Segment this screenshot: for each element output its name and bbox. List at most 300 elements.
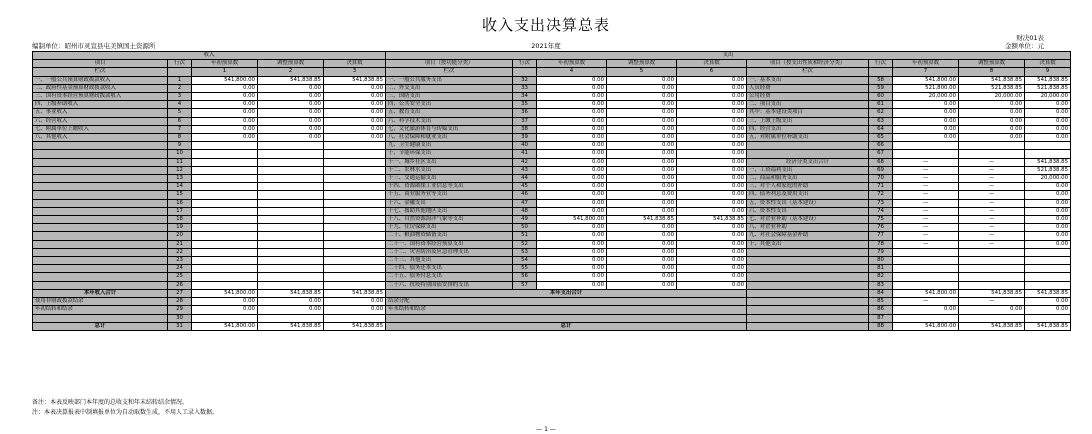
row-no: 83 [869, 281, 893, 289]
value-cell: — [893, 199, 959, 207]
page-number: — 1 — [536, 426, 556, 433]
value-cell: 0.00 [677, 183, 747, 191]
value-cell: 521,838.85 [1025, 166, 1071, 174]
value-cell: 0.00 [607, 125, 677, 133]
column-number-row [33, 68, 1071, 76]
row-item-economic [747, 257, 869, 265]
value-cell: 541,800.00 [893, 322, 959, 330]
value-cell: 541,838.85 [324, 76, 386, 84]
row-item-economic [747, 265, 869, 273]
section-income: 收入 [33, 52, 386, 60]
value-cell: 0.00 [537, 191, 607, 199]
header-row-no: 行次 [513, 60, 537, 68]
value-cell: 0.00 [324, 306, 386, 314]
value-cell [959, 265, 1025, 273]
value-cell: 0.00 [677, 142, 747, 150]
header-item: 项目 [33, 60, 168, 68]
row-no: 51 [513, 232, 537, 240]
settle-fund-label: 结余分配 [386, 298, 747, 306]
row-no: 74 [869, 207, 893, 215]
value-cell: — [959, 166, 1025, 174]
row-no: 33 [513, 84, 537, 92]
value-cell: 0.00 [537, 183, 607, 191]
value-cell: 0.00 [258, 306, 324, 314]
value-cell: 0.00 [324, 84, 386, 92]
value-cell [324, 191, 386, 199]
row-no: 69 [869, 166, 893, 174]
row-item-economic [747, 273, 869, 281]
table-row [33, 175, 1071, 183]
value-cell: — [893, 298, 959, 306]
blank-cell [747, 289, 869, 297]
row-no: 71 [869, 183, 893, 191]
value-cell: — [893, 240, 959, 248]
value-cell: 0.00 [677, 93, 747, 101]
row-item-function: 八、社会保障和就业支出 [386, 134, 513, 142]
value-cell: — [893, 232, 959, 240]
row-no: 26 [168, 281, 192, 289]
value-cell: 0.00 [677, 207, 747, 215]
row-no: 15 [168, 191, 192, 199]
row-item-economic: 公用经费 [747, 93, 869, 101]
value-cell [1025, 142, 1071, 150]
value-cell: 541,838.85 [324, 322, 386, 330]
value-cell: 0.00 [537, 84, 607, 92]
blank-cell [258, 314, 324, 322]
blank-cell [747, 306, 869, 314]
use-fund-label: 使用非财政拨款结余 [33, 298, 168, 306]
col-blank [513, 68, 537, 76]
value-cell: 0.00 [677, 265, 747, 273]
value-cell: — [893, 216, 959, 224]
row-no: 44 [513, 175, 537, 183]
value-cell: 0.00 [537, 199, 607, 207]
value-cell: 0.00 [677, 273, 747, 281]
table-row [33, 248, 1071, 256]
table-row [33, 150, 1071, 158]
value-cell: 20,000.00 [959, 93, 1025, 101]
row-no: 27 [168, 289, 192, 297]
table-row [33, 101, 1071, 109]
row-item-economic: 二、商品和服务支出 [747, 175, 869, 183]
row-no: 46 [513, 191, 537, 199]
blank-row [33, 314, 1071, 322]
value-cell: 0.00 [258, 93, 324, 101]
value-cell: 0.00 [537, 257, 607, 265]
table-row [33, 158, 1071, 166]
header-adjusted: 调整预算数 [258, 60, 324, 68]
blank-cell [33, 314, 168, 322]
value-cell: 0.00 [537, 166, 607, 174]
value-cell [258, 183, 324, 191]
row-no: 35 [513, 101, 537, 109]
value-cell: 541,838.85 [1025, 322, 1071, 330]
row-no: 7 [168, 125, 192, 133]
col-num: 5 [607, 68, 677, 76]
row-no: 23 [168, 257, 192, 265]
value-cell [258, 281, 324, 289]
value-cell [192, 150, 258, 158]
row-no: 5 [168, 109, 192, 117]
row-no: 9 [168, 142, 192, 150]
value-cell [324, 199, 386, 207]
value-cell [258, 175, 324, 183]
value-cell: — [893, 158, 959, 166]
row-no: 64 [869, 125, 893, 133]
row-no: 62 [869, 109, 893, 117]
value-cell [258, 257, 324, 265]
row-item-income [33, 199, 168, 207]
value-cell [324, 150, 386, 158]
row-no: 17 [168, 207, 192, 215]
value-cell: 0.00 [537, 93, 607, 101]
value-cell: 521,838.85 [1025, 84, 1071, 92]
value-cell [324, 232, 386, 240]
value-cell: 0.00 [258, 109, 324, 117]
row-item-function: 四、公共安全支出 [386, 101, 513, 109]
value-cell [893, 142, 959, 150]
row-item-function: 十四、资源勘探工业信息等支出 [386, 183, 513, 191]
value-cell: 0.00 [959, 101, 1025, 109]
value-cell [258, 240, 324, 248]
value-cell: 0.00 [607, 248, 677, 256]
row-item-economic [747, 281, 869, 289]
row-item-economic: 五、对附属单位补助支出 [747, 134, 869, 142]
value-cell: 0.00 [959, 134, 1025, 142]
unit-label: 编制单位： [32, 42, 65, 50]
row-item-function: 二十四、债务还本支出 [386, 265, 513, 273]
header-budget: 年初预算数 [192, 60, 258, 68]
value-cell [1025, 248, 1071, 256]
value-cell [893, 281, 959, 289]
value-cell: 0.00 [192, 93, 258, 101]
col-label: 栏次 [747, 68, 869, 76]
col-label: 栏次 [33, 68, 168, 76]
value-cell: 0.00 [537, 265, 607, 273]
row-item-income [33, 232, 168, 240]
value-cell: 0.00 [677, 76, 747, 84]
table-row [33, 166, 1071, 174]
value-cell [324, 273, 386, 281]
value-cell: 541,838.85 [1025, 76, 1071, 84]
blank-cell [324, 314, 386, 322]
value-cell [324, 158, 386, 166]
value-cell: 0.00 [537, 101, 607, 109]
row-item-economic: 九、对社会保障基金补助 [747, 232, 869, 240]
value-cell: 541,800.00 [893, 289, 959, 297]
value-cell: 0.00 [677, 84, 747, 92]
value-cell: 0.00 [1025, 101, 1071, 109]
table-row [33, 281, 1071, 289]
section-expense: 支出 [386, 52, 1071, 60]
value-cell: 0.00 [537, 117, 607, 125]
value-cell: 0.00 [607, 191, 677, 199]
value-cell: 0.00 [1025, 117, 1071, 125]
value-cell: 0.00 [607, 134, 677, 142]
value-cell: 541,838.85 [258, 322, 324, 330]
value-cell [324, 240, 386, 248]
row-item-income [33, 191, 168, 199]
value-cell: 541,800.00 [893, 76, 959, 84]
col-num: 3 [324, 68, 386, 76]
table-row [33, 240, 1071, 248]
row-item-function: 六、科学技术支出 [386, 117, 513, 125]
column-header-row [33, 60, 1071, 68]
value-cell: 0.00 [192, 306, 258, 314]
row-item-function: 二十一、国有资本经营预算支出 [386, 240, 513, 248]
value-cell: 0.00 [607, 150, 677, 158]
value-cell: 0.00 [1025, 109, 1071, 117]
row-item-income [33, 216, 168, 224]
row-no: 54 [513, 257, 537, 265]
value-cell: 0.00 [258, 117, 324, 125]
value-cell: 0.00 [1025, 191, 1071, 199]
row-no: 49 [513, 216, 537, 224]
balance-row [33, 306, 1071, 314]
value-cell: 541,800.00 [192, 289, 258, 297]
row-no: 8 [168, 134, 192, 142]
value-cell: 541,800.00 [192, 322, 258, 330]
value-cell [1025, 257, 1071, 265]
value-cell [258, 158, 324, 166]
value-cell [324, 183, 386, 191]
row-no: 75 [869, 216, 893, 224]
row-item-economic: 三、对个人和家庭的补助 [747, 183, 869, 191]
row-item-economic: 二、项目支出 [747, 101, 869, 109]
row-no: 84 [869, 289, 893, 297]
row-item-income: 四、上级补助收入 [33, 101, 168, 109]
value-cell: 541,838.85 [959, 289, 1025, 297]
row-item-function: 十五、商业服务业等支出 [386, 191, 513, 199]
row-item-economic [747, 248, 869, 256]
value-cell [959, 150, 1025, 158]
row-item-function: 二十六、抗疫特别国债安排的支出 [386, 281, 513, 289]
value-cell: 521,800.00 [893, 84, 959, 92]
value-cell [192, 183, 258, 191]
value-cell [324, 216, 386, 224]
row-item-function: 二十三、其他支出 [386, 257, 513, 265]
row-no: 61 [869, 101, 893, 109]
value-cell: 541,838.85 [1025, 289, 1071, 297]
value-cell: 0.00 [192, 101, 258, 109]
row-item-economic: 四、经营支出 [747, 125, 869, 133]
total-row [33, 289, 1071, 297]
row-no: 73 [869, 199, 893, 207]
row-item-economic: 经济分类支出合计 [747, 158, 869, 166]
value-cell: 0.00 [1025, 240, 1071, 248]
row-item-income [33, 273, 168, 281]
value-cell: 0.00 [607, 199, 677, 207]
table-row [33, 273, 1071, 281]
row-no: 40 [513, 142, 537, 150]
value-cell: 0.00 [607, 158, 677, 166]
table-row [33, 257, 1071, 265]
col-num: 7 [893, 68, 959, 76]
header-func-item: 项目（按功能分类） [386, 60, 513, 68]
page-title: 收入支出决算总表 [481, 16, 610, 34]
value-cell: — [959, 232, 1025, 240]
value-cell: 0.00 [537, 158, 607, 166]
row-no: 70 [869, 175, 893, 183]
table-row [33, 134, 1071, 142]
table-row [33, 109, 1071, 117]
value-cell: 0.00 [607, 240, 677, 248]
value-cell: 20,000.00 [1025, 175, 1071, 183]
row-no: 50 [513, 224, 537, 232]
row-no: 1 [168, 76, 192, 84]
row-no: 13 [168, 175, 192, 183]
row-item-function: 十九、住房保障支出 [386, 224, 513, 232]
value-cell: 0.00 [607, 101, 677, 109]
value-cell [192, 257, 258, 265]
value-cell [324, 224, 386, 232]
row-item-economic: 一、基本支出 [747, 76, 869, 84]
value-cell [959, 281, 1025, 289]
value-cell: 0.00 [607, 142, 677, 150]
row-item-income [33, 150, 168, 158]
row-item-economic: 六、资本性支出 [747, 207, 869, 215]
row-no: 82 [869, 273, 893, 281]
row-item-function: 一、一般公共服务支出 [386, 76, 513, 84]
row-no: 3 [168, 93, 192, 101]
value-cell [1025, 281, 1071, 289]
value-cell: 0.00 [324, 93, 386, 101]
value-cell: 0.00 [893, 306, 959, 314]
row-item-function: 十一、城乡社区支出 [386, 158, 513, 166]
form-number: 财决01表 [1016, 34, 1044, 42]
value-cell [959, 248, 1025, 256]
row-no: 55 [513, 265, 537, 273]
value-cell [324, 175, 386, 183]
row-item-income [33, 166, 168, 174]
row-item-function: 十三、交通运输支出 [386, 175, 513, 183]
row-item-income [33, 265, 168, 273]
value-cell [192, 265, 258, 273]
value-cell: 0.00 [607, 76, 677, 84]
col-label: 栏次 [386, 68, 513, 76]
value-cell [192, 142, 258, 150]
row-no: 81 [869, 265, 893, 273]
row-item-function: 十二、农林水支出 [386, 166, 513, 174]
header-budget: 年初预算数 [893, 60, 959, 68]
value-cell: 0.00 [959, 125, 1025, 133]
value-cell [324, 166, 386, 174]
value-cell: 0.00 [324, 125, 386, 133]
begin-balance-label: 年初结转和结余 [33, 306, 168, 314]
row-item-economic: 八、对企业补助 [747, 224, 869, 232]
row-no: 28 [168, 298, 192, 306]
table-row [33, 224, 1071, 232]
row-item-function: 二十二、灾害防治及应急管理支出 [386, 248, 513, 256]
value-cell: — [959, 224, 1025, 232]
value-cell: 20,000.00 [1025, 93, 1071, 101]
value-cell: 0.00 [537, 232, 607, 240]
row-item-function: 二、外交支出 [386, 84, 513, 92]
value-cell [324, 281, 386, 289]
value-cell: 0.00 [537, 240, 607, 248]
col-blank [869, 68, 893, 76]
value-cell: 0.00 [677, 150, 747, 158]
value-cell: 0.00 [607, 265, 677, 273]
value-cell: 521,838.85 [959, 84, 1025, 92]
value-cell: 0.00 [537, 273, 607, 281]
value-cell: 0.00 [607, 84, 677, 92]
value-cell [1025, 273, 1071, 281]
value-cell: 0.00 [1025, 207, 1071, 215]
value-cell: 0.00 [677, 158, 747, 166]
row-item-income: 八、其他收入 [33, 134, 168, 142]
header-final: 决算数 [324, 60, 386, 68]
value-cell [893, 265, 959, 273]
value-cell: 0.00 [607, 257, 677, 265]
row-item-economic: 人员经费 [747, 84, 869, 92]
value-cell: — [893, 175, 959, 183]
value-cell [1025, 150, 1071, 158]
value-cell: 0.00 [607, 166, 677, 174]
value-cell: 0.00 [893, 117, 959, 125]
row-no: 14 [168, 183, 192, 191]
value-cell: 0.00 [677, 166, 747, 174]
table-row [33, 191, 1071, 199]
value-cell [258, 265, 324, 273]
expense-total-label: 本年支出合计 [386, 289, 747, 297]
row-item-function: 二十五、债务付息支出 [386, 273, 513, 281]
value-cell [258, 150, 324, 158]
value-cell [192, 191, 258, 199]
row-no: 67 [869, 150, 893, 158]
table-row [33, 125, 1071, 133]
value-cell: 0.00 [537, 134, 607, 142]
value-cell: 0.00 [677, 175, 747, 183]
row-no: 53 [513, 248, 537, 256]
row-item-income [33, 224, 168, 232]
row-no: 86 [869, 306, 893, 314]
value-cell: 0.00 [677, 109, 747, 117]
value-cell [893, 257, 959, 265]
row-no: 30 [168, 314, 192, 322]
row-item-function: 三、国防支出 [386, 93, 513, 101]
value-cell: 0.00 [607, 183, 677, 191]
row-no: 66 [869, 142, 893, 150]
row-no: 34 [513, 93, 537, 101]
row-item-function: 七、文化旅游体育与传媒支出 [386, 125, 513, 133]
row-no: 87 [869, 314, 893, 322]
value-cell: — [893, 224, 959, 232]
value-cell: — [893, 183, 959, 191]
value-cell: 0.00 [677, 117, 747, 125]
row-no: 58 [869, 76, 893, 84]
row-no: 47 [513, 199, 537, 207]
value-cell [893, 248, 959, 256]
value-cell: — [959, 175, 1025, 183]
notes [32, 398, 218, 417]
value-cell: 0.00 [258, 101, 324, 109]
row-no: 36 [513, 109, 537, 117]
blank-cell [747, 298, 869, 306]
row-no: 42 [513, 158, 537, 166]
value-cell [324, 257, 386, 265]
row-no: 85 [869, 298, 893, 306]
value-cell: 0.00 [607, 232, 677, 240]
value-cell: 0.00 [677, 281, 747, 289]
table-row [33, 117, 1071, 125]
value-cell: 0.00 [893, 109, 959, 117]
money-unit: 金额单位：元 [1005, 42, 1044, 50]
row-no: 39 [513, 134, 537, 142]
table-row [33, 142, 1071, 150]
row-no: 60 [869, 93, 893, 101]
row-item-economic: 其中：基本建设类项目 [747, 109, 869, 117]
